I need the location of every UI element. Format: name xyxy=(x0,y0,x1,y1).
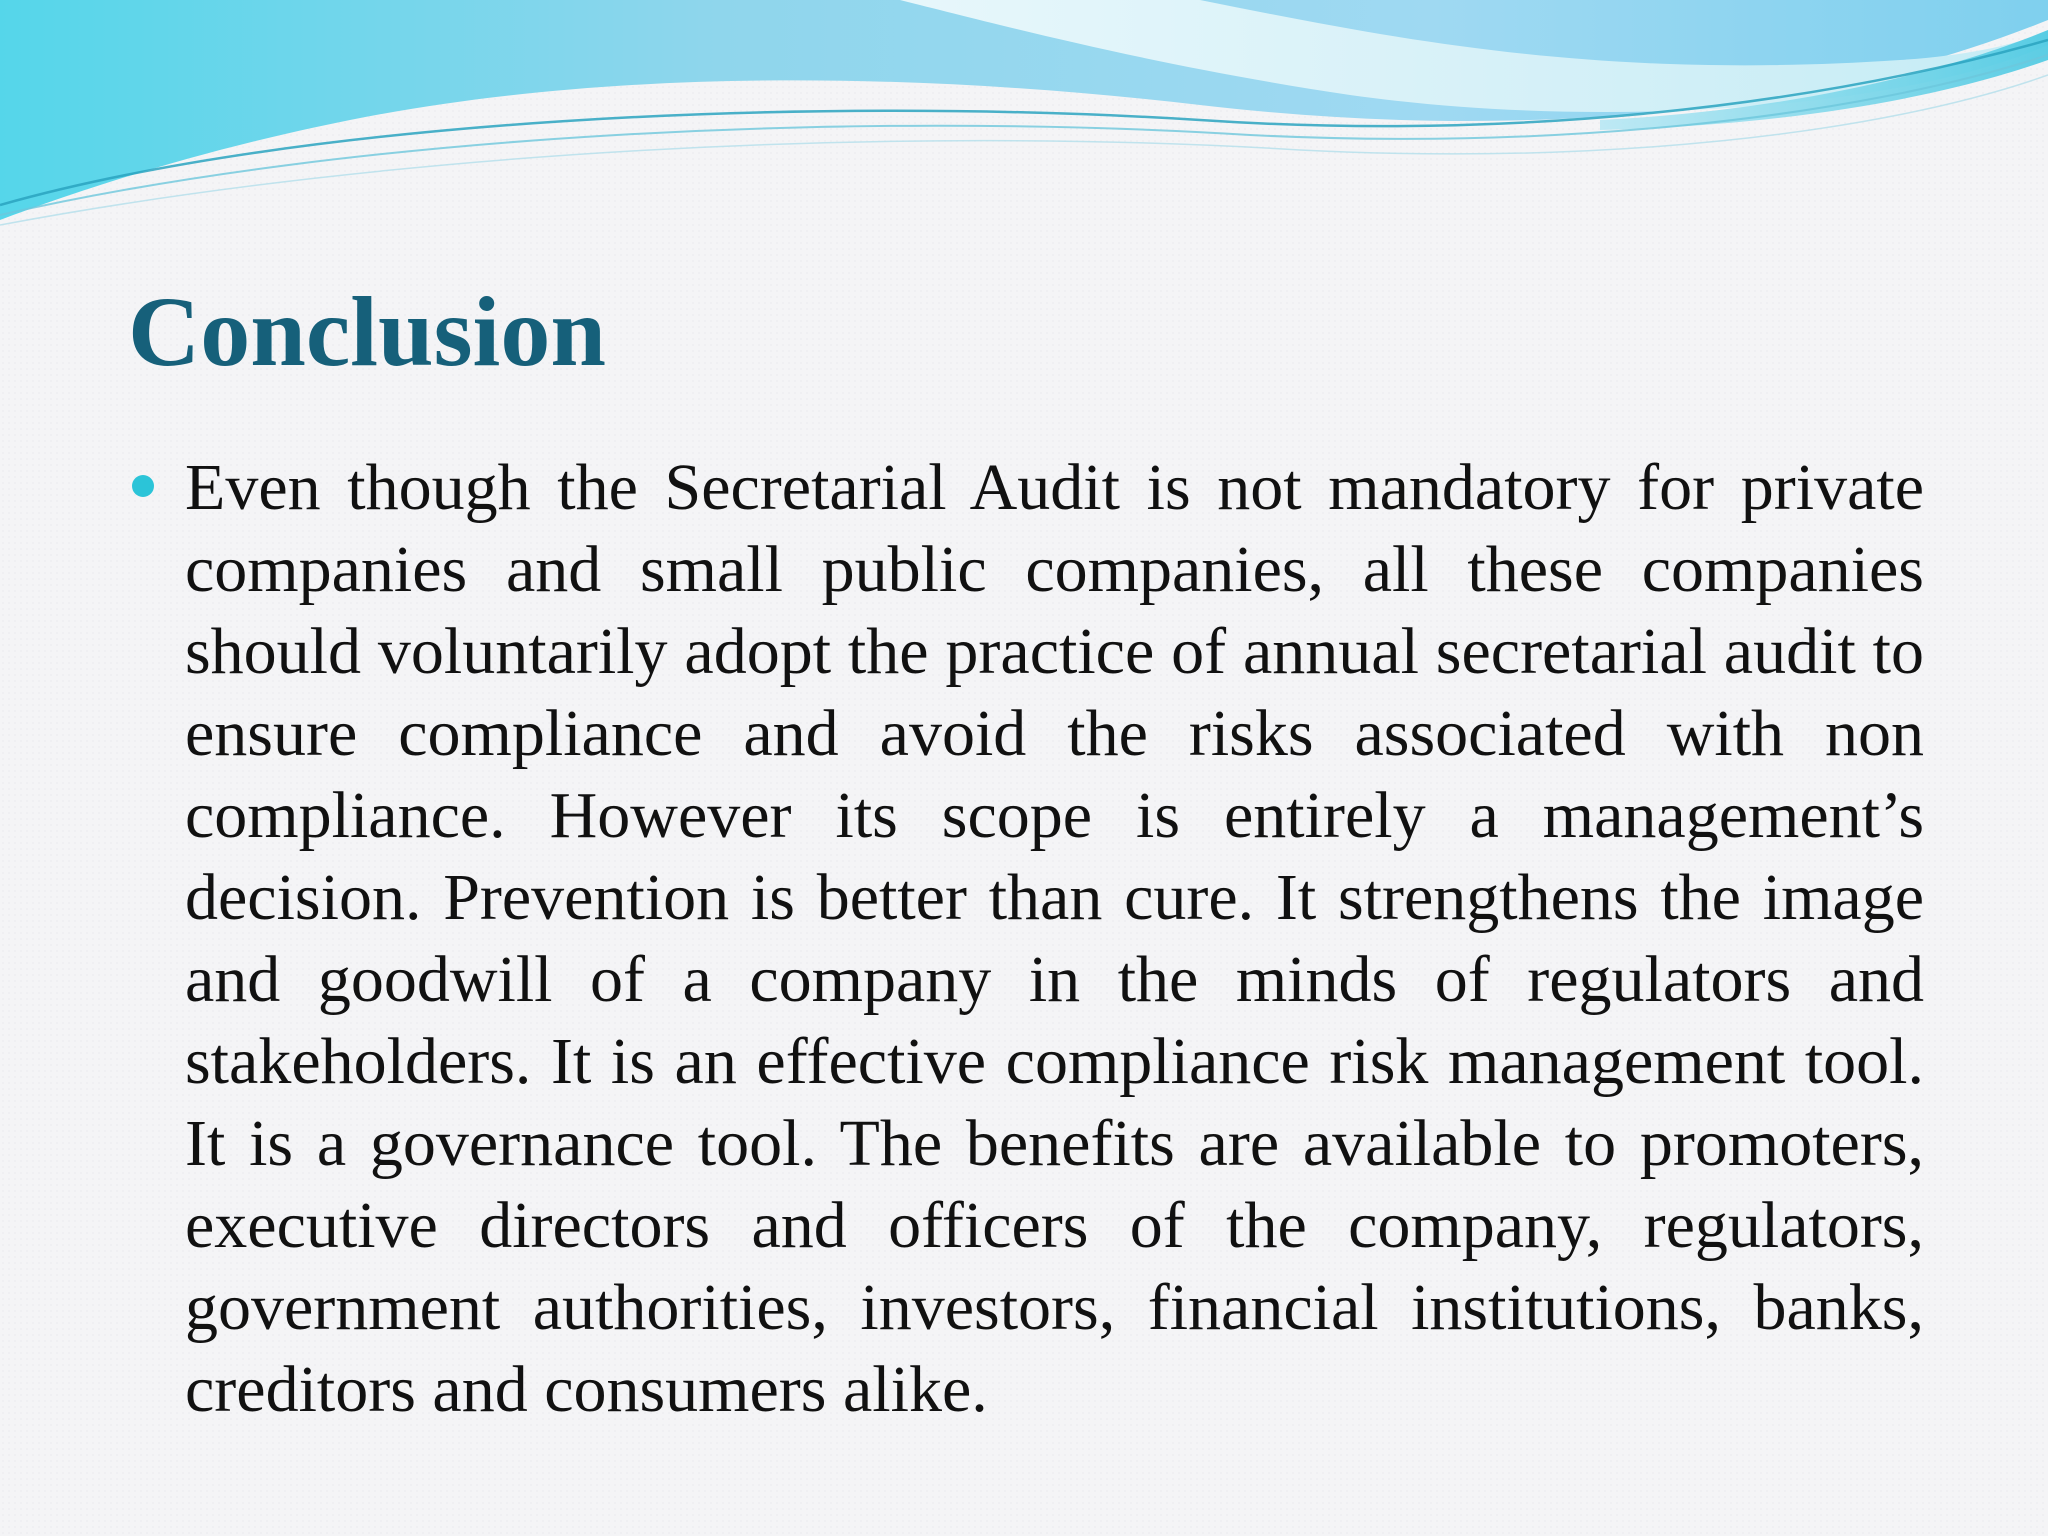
bullet-dot-icon xyxy=(132,475,154,497)
bullet-list xyxy=(128,447,1924,1431)
slide-title: Conclusion xyxy=(128,276,606,387)
bullet-paragraph: Even though the Secretarial Audit is not mandatory for private companies and small public companies, all these companies should voluntarily adopt the practice of annual secretarial audit to ensure compliance and avoid the risks associated with non compliance. However its scope is entirely a management’s decision. Prevention is better than cure. It strengthens the image and goodwill of a company in the minds of regulators and stakeholders. It is an effective compliance risk management tool. It is a governance tool. The benefits are available to promoters, executive directors and officers of the company, regulators, government authorities, investors, financial institutions, banks, creditors and consumers alike. xyxy=(185,451,1924,1426)
header-wave-decoration xyxy=(0,0,2048,240)
